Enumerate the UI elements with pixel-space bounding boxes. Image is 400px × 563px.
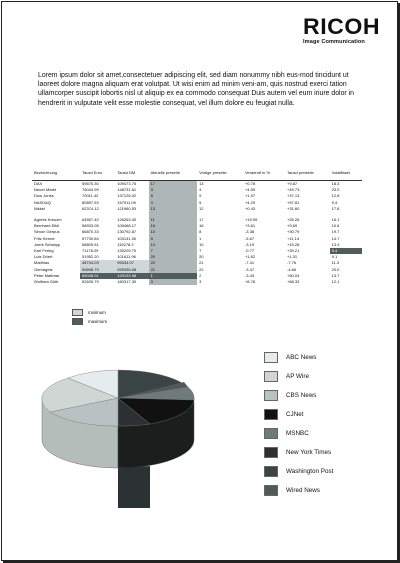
value-cell: 8 <box>149 193 198 199</box>
value-cell: -4.66 <box>287 266 297 272</box>
value-cell: 52639.79 <box>82 279 99 285</box>
value-cell: -7.76 <box>287 260 297 266</box>
legend-swatch <box>264 466 278 477</box>
value-cell: 4 <box>149 200 198 206</box>
value-cell: 62374.12 <box>82 205 99 211</box>
legend-item <box>264 481 333 500</box>
header-cell: Veraendt in % <box>243 164 285 181</box>
value-cell: 9.4 <box>331 199 338 205</box>
value-cell: 22 <box>199 266 204 272</box>
legend-label: Wired News <box>286 487 320 494</box>
header-cell: Aktuelle preseile <box>149 164 198 181</box>
value-cell: 099335.08 <box>115 267 148 273</box>
value-cell: +50.04 <box>287 272 300 278</box>
value-cell: 48744.03 <box>80 260 115 266</box>
value-cell: 19.7 <box>331 229 340 235</box>
value-cell: +4.59 <box>244 187 256 193</box>
value-cell: 22 <box>149 260 198 266</box>
value-cell: 18.3 <box>331 181 340 186</box>
pie-legend <box>264 348 333 500</box>
legend-item-maximum <box>72 317 107 326</box>
header-cell: Tausd DM <box>115 164 148 181</box>
legend-label: CBS News <box>286 392 317 399</box>
legend-swatch <box>264 428 278 439</box>
legend-label: ABC News <box>286 354 317 361</box>
row-label-cell: Lutz Döert <box>34 254 53 260</box>
value-cell: 16.1 <box>331 217 340 223</box>
row-label-cell: Gerhagels <box>34 266 53 272</box>
value-cell: 58933.05 <box>82 223 99 229</box>
legend-item <box>264 424 333 443</box>
value-cell: 7 <box>149 248 198 254</box>
value-cell: -7.41 <box>244 260 255 266</box>
value-cell: 16 <box>199 223 204 229</box>
value-cell: +4.29 <box>244 199 256 205</box>
row-label-cell: Nikkei <box>34 205 45 211</box>
row-label-cell: Neuer Markt <box>34 187 57 193</box>
value-cell: +9.87 <box>287 181 298 186</box>
value-cell: 50698.79 <box>80 267 115 273</box>
value-cell: 10 <box>149 229 198 235</box>
value-cell: +11.14 <box>287 235 300 241</box>
pie-wall-front <box>118 466 150 508</box>
row-label-cell: DAX <box>34 181 43 186</box>
row-label-cell: Simon Gerpus <box>34 229 60 235</box>
value-cell: 148731.61 <box>117 187 137 193</box>
legend-item <box>264 348 333 367</box>
value-cell: 20 <box>149 254 198 260</box>
value-cell: 16 <box>149 223 198 229</box>
value-cell: +68.33 <box>287 279 300 285</box>
value-cell: 129133.98 <box>115 273 148 279</box>
value-cell: +9.69 <box>287 223 298 229</box>
value-cell: 137126.02 <box>117 193 137 199</box>
value-cell: 23.0 <box>331 187 340 193</box>
value-cell: 10.6 <box>331 223 340 229</box>
legend-label: minimum <box>88 310 106 315</box>
legend-label: AP Wire <box>286 373 309 380</box>
value-cell: 13.7 <box>331 272 340 278</box>
header-cell: Tausd preiseile <box>285 164 330 181</box>
header-cell: Volatilitaet <box>330 164 362 181</box>
row-label-cell: Fritz Kerner <box>34 235 55 241</box>
value-cell: 10 <box>199 241 204 247</box>
value-cell: 58609.51 <box>82 241 99 247</box>
value-cell: 14 <box>149 242 198 248</box>
value-cell: 9.1 <box>331 254 338 260</box>
legend-swatch <box>72 309 83 316</box>
legend-swatch <box>264 447 278 458</box>
legend-label: MSNBC <box>286 430 309 437</box>
value-cell: 126263.30 <box>117 217 137 223</box>
value-cell: 57730.84 <box>82 235 99 241</box>
value-cell: 20 <box>199 254 204 260</box>
value-cell: 121960.53 <box>117 205 137 211</box>
legend-item <box>264 405 333 424</box>
value-cell: +19.95 <box>244 217 258 223</box>
row-label-cell: Matthias <box>34 260 50 266</box>
legend-swatch <box>264 485 278 496</box>
legend-item <box>264 443 333 462</box>
value-cell: +37.13 <box>287 193 300 199</box>
value-cell: 3 <box>149 187 198 193</box>
value-cell: 3 <box>149 279 198 285</box>
value-cell: -3.38 <box>244 229 255 235</box>
table-row <box>32 181 362 188</box>
value-cell: 130792.87 <box>117 229 137 235</box>
value-cell: +0.78 <box>244 181 256 186</box>
value-cell: +15.28 <box>287 241 300 247</box>
value-cell: 11.3 <box>331 260 340 266</box>
value-cell: -3.19 <box>244 241 255 247</box>
legend-label: Washington Post <box>286 468 334 475</box>
pie-chart-3d <box>38 348 198 513</box>
legend-item <box>264 462 333 481</box>
value-cell: +31.60 <box>287 205 300 211</box>
legend-swatch <box>264 390 278 401</box>
value-cell: +1.62 <box>244 254 256 260</box>
value-cell: 8 <box>199 229 202 235</box>
value-cell: 13 <box>199 181 204 186</box>
legend-label: maximum <box>88 319 108 324</box>
value-cell: 5 <box>199 199 202 205</box>
value-cell: 109468.17 <box>117 223 137 229</box>
value-cell: 157911.09 <box>117 199 136 205</box>
value-cell: 95334.07 <box>115 260 148 266</box>
value-cell: 17 <box>149 181 198 188</box>
value-cell: 12.1 <box>331 279 340 285</box>
value-cell: 160317.30 <box>117 279 137 285</box>
data-table <box>32 164 362 285</box>
table-legend <box>72 308 107 326</box>
value-cell: 139209.70 <box>117 248 137 254</box>
document-page <box>1 1 398 561</box>
logo-subtitle: Image Communication <box>303 39 365 45</box>
value-cell: 21 <box>199 260 204 266</box>
body-paragraph: Lorem ipsum dolor sit amet,consectetuer adipiscing elit, sed diam nonummy nibh eus-mod tincidunt ut laoreet dolore magna aliquam erat volutpat. Ut wisi enim ad minim veni-am, quis nostrud exerci tation ullamcorper suscipit lobortis nisl ut aliquip ex ea commodo consequat Duis autem vel eum iriure dolor in hendrerit in vulputate velit esse molestie consequat, vel illum dolore eu feugiat nulla. <box>38 72 354 107</box>
value-cell: +30.79 <box>287 229 300 235</box>
value-cell: 1 <box>149 273 198 279</box>
value-cell: 64557.40 <box>82 217 99 223</box>
table-body <box>32 181 362 286</box>
value-cell: 66870.33 <box>82 229 99 235</box>
value-cell: +26.26 <box>287 217 300 223</box>
value-cell: -5.67 <box>244 235 255 241</box>
value-cell: +8.78 <box>244 279 256 285</box>
value-cell: -3.47 <box>244 266 255 272</box>
value-cell: 12.8 <box>331 193 340 199</box>
legend-swatch <box>264 409 278 420</box>
value-cell: 7 <box>199 248 202 254</box>
table-header-row <box>32 164 362 181</box>
value-cell: 4 <box>199 187 202 193</box>
value-cell: +0.43 <box>244 205 256 211</box>
legend-swatch <box>72 318 83 325</box>
value-cell: 20.0 <box>331 266 340 272</box>
value-cell: 103141.00 <box>117 235 137 241</box>
value-cell: 51952.20 <box>82 254 99 260</box>
value-cell: 17 <box>199 217 204 223</box>
value-cell: 71178.29 <box>82 248 99 254</box>
ricoh-logo <box>303 16 389 45</box>
row-label-cell: Bernhard Elbil <box>34 223 60 229</box>
value-cell: 101611.96 <box>117 254 136 260</box>
value-cell: 14.7 <box>331 235 340 241</box>
value-cell: 59675.30 <box>82 181 99 186</box>
value-cell: -0.77 <box>244 248 255 254</box>
legend-item <box>264 367 333 386</box>
value-cell: +1.97 <box>244 193 256 199</box>
value-cell: 12 <box>199 205 204 211</box>
header-cell: Bezeichnung <box>32 164 80 181</box>
value-cell: 1 <box>199 235 202 241</box>
row-label-cell: Wolfram Gölb <box>34 279 59 285</box>
header-cell: Tausd Euro <box>80 164 115 181</box>
value-cell: 70011.42 <box>82 193 99 199</box>
header-cell: Vortige preseile <box>197 164 243 181</box>
value-cell: +3.61 <box>244 223 256 229</box>
row-label-cell: NASDAQ <box>34 199 51 205</box>
legend-label: CJNet <box>286 411 304 418</box>
legend-swatch <box>264 371 278 382</box>
logo-wordmark: RICOH <box>303 14 381 39</box>
value-cell: 13 <box>149 206 198 212</box>
value-cell: -3.43 <box>244 272 255 278</box>
value-cell: 11 <box>149 217 198 223</box>
legend-item <box>264 386 333 405</box>
value-cell: 2 <box>199 272 202 278</box>
row-label-cell: Joerk Schwipp <box>34 241 61 247</box>
value-cell: 109473.75 <box>117 181 137 186</box>
value-cell: +39.21 <box>287 248 300 254</box>
value-cell: +49.73 <box>287 187 300 193</box>
value-cell: 5 <box>149 236 198 242</box>
value-cell: 17.8 <box>331 205 340 211</box>
value-cell: 66048.01 <box>80 273 115 279</box>
row-label-cell: Karl Ferleg <box>34 248 54 254</box>
legend-item-minimum <box>72 308 107 317</box>
legend-swatch <box>264 352 278 363</box>
value-cell: +57.81 <box>287 199 300 205</box>
value-cell: 9.4 <box>330 248 362 254</box>
value-cell: 3 <box>199 279 202 285</box>
table-row <box>32 279 362 285</box>
row-label-cell: Dow Jones <box>34 193 54 199</box>
value-cell: 80897.53 <box>82 199 99 205</box>
value-cell: +1.31 <box>287 254 298 260</box>
row-label-cell: Peter Mattmar <box>34 272 60 278</box>
value-cell: 76044.99 <box>82 187 99 193</box>
value-cell: 115278.2 <box>117 241 134 247</box>
value-cell: 13.3 <box>331 241 340 247</box>
value-cell: 9 <box>199 193 202 199</box>
row-label-cell: Agrees Kreuzm <box>34 217 62 223</box>
legend-label: New York Times <box>286 449 332 456</box>
value-cell: 21 <box>149 267 198 273</box>
